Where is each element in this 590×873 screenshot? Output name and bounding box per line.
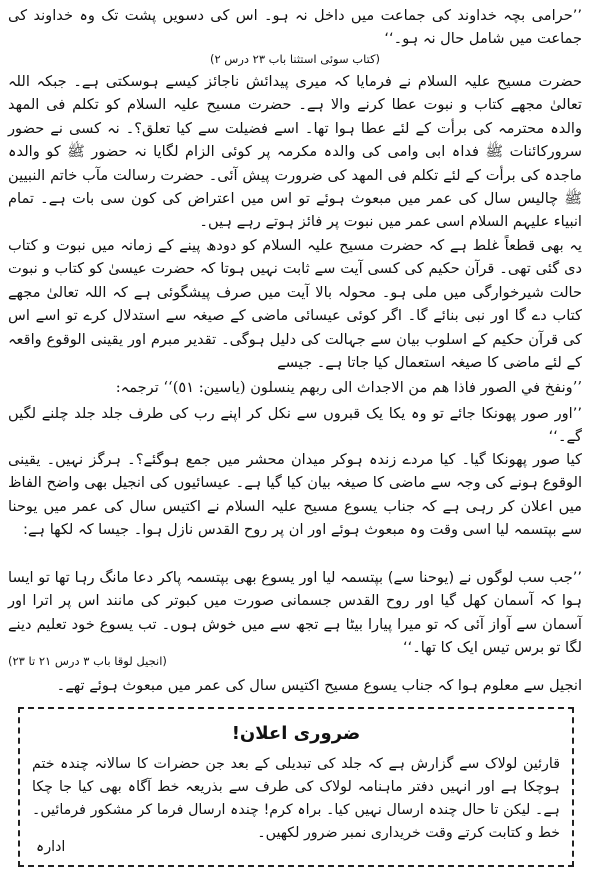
notice-signature: ادارہ: [36, 839, 66, 855]
notice-title: ضروری اعلان!: [231, 723, 361, 744]
quote-deuteronomy: ’’حرامی بچہ خداوند کی جماعت میں داخل نہ ہو۔ اس کی دسویں پشت تک وہ خداوند کی جماعت میں شامل حال نہ ہو۔‘‘: [8, 7, 582, 48]
notice-box: [18, 707, 574, 867]
quran-verse: ’’ونفخ في الصور فاذا هم من الاجداث الى ربهم ينسلون (ياسين: ٥١)‘‘ ترجمہ:: [115, 379, 582, 396]
verse-translation: ’’اور صور پھونکا جائے تو وہ یکا یک قبروں سے نکل کر اپنے رب کی طرف جلد جلد چلنے لگیں گے۔‘‘: [8, 405, 582, 446]
paragraph-birth: حضرت مسیح علیہ السلام نے فرمایا کہ میری پیدائش ناجائز کیسے ہوسکتی ہے۔ جبکہ اللہ تعالیٰ مجھے کتاب و نبوت عطا کرنے والا ہے۔ حضرت مسیح علیہ السلام کو تکلم فی المھد والدہ محترمہ کی برأت کے لئے عطا ہوا تھا۔ اسے فضیلت سے کیا تعلق؟۔ نہ کسی نے حضور سرورکائنات ﷺ فداہ ابی وامی کی والدہ مکرمہ پر کوئی الزام لگایا نہ حضور ﷺ کو والدہ ماجدہ کی برأت کے لئے تکلم فی المھد کی ضرورت پیش آئی۔ حضرت رسالت مآب خاتم النبیین ﷺ چالیس سال کی عمر میں مبعوث ہوئے تو اس میں اعتراض کی کون سی بات ہے۔ تمام انبیاء علیہم السلام اسی عمر میں نبوت پر فائز ہوتے رہے ہیں۔: [8, 73, 582, 231]
paragraph-prophethood: یہ بھی قطعاً غلط ہے کہ حضرت مسیح علیہ السلام کو دودھ پینے کے زمانہ میں نبوت و کتاب دی گئی تھی۔ قرآن حکیم کی کسی آیت سے ثابت نہیں ہوتا کہ حضرت عیسیٰ کو کتاب و نبوت حالت شیرخوارگی میں ملی ہو۔ محولہ بالا آیت میں صرف پیشگوئی ہے کہ اللہ تعالیٰ مجھے کتاب دے گا اور نبی بنائے گا۔ اگر کوئی عیسائی ماضی کے صیغہ سے استدلال کرے تو اسے اس کی قرآن حکیم کے اسلوب بیان سے جہالت کی دلیل ہوگی۔ تقدیر مبرم اور یقینی الوقوع واقعہ کے لئے ماضی کا صیغہ استعمال کیا جاتا ہے۔ جیسے: [8, 237, 582, 372]
notice-body: قارئین لولاک سے گزارش ہے کہ جلد کی تبدیلی کے بعد جن حضرات کا سالانہ چندہ ختم ہوچکا ہے اور انہیں دفتر ماہنامہ لولاک کی طرف سے بذریعہ خط آگاہ بھی کیا جا چکا ہے۔ لیکن تا حال چندہ ارسال نہیں کیا۔ براہ کرم! چندہ ارسال فرما کر مشکور فرمائیں۔ خط و کتابت کرتے وقت خریداری نمبر ضرور لکھیں۔: [32, 756, 560, 841]
quote-luke: ’’جب سب لوگوں نے (یوحنا سے) بپتسمہ لیا اور یسوع بھی بپتسمہ پاکر دعا مانگ رہا تھا تو ایسا ہوا کہ آسمان کھل گیا اور روح القدس جسمانی صورت میں کبوتر کی مانند اس پر اترا اور آسمان سے آواز آئی کہ تو میرا پیارا بیٹا ہے تجھ سے میں خوش ہوں۔ تب یسوع خود تعلیم دینے لگا تو برس تیس ایک کا تھا۔‘‘: [8, 569, 582, 657]
conclusion: انجیل سے معلوم ہوا کہ جناب یسوع مسیح اکتیس سال کی عمر میں مبعوث ہوئے تھے۔: [56, 677, 582, 694]
reference-deuteronomy: (کتاب سوئی استثنا باب ۲۳ درس ۲): [209, 52, 381, 66]
paragraph-gospel: کیا صور پھونکا گیا۔ کیا مردے زندہ ہوکر میدان محشر میں جمع ہوگئے؟۔ ہرگز نہیں۔ یقینی الوقوع ہونے کی وجہ سے ماضی کا صیغہ بیان کیا گیا ہے۔ عیسائیوں کی انجیل بھی واضح الفاظ میں اعلان کر رہی ہے کہ جناب یسوع مسیح علیہ السلام نے اکتیس سال کی عمر میں یوحنا سے بپتسمہ لیا اسی وقت وہ مبعوث ہوئے اور ان پر روح القدس نازل ہوا۔ جیسا کہ لکھا ہے:: [8, 451, 582, 539]
reference-luke: (انجیل لوقا باب ۳ درس ۲۱ تا ۲۳): [8, 654, 167, 668]
